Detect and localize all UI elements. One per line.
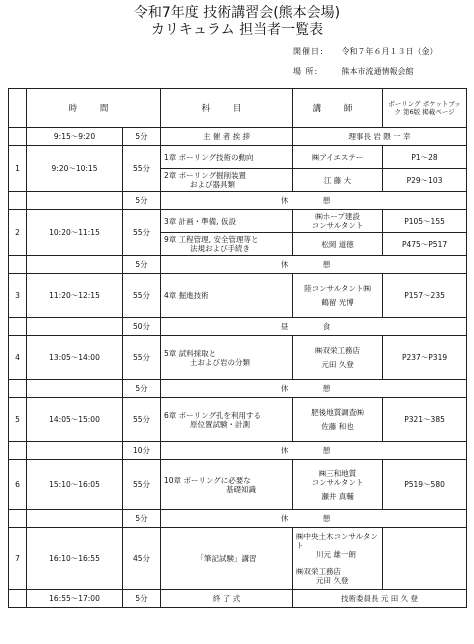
instructor-cell: 技術委員長 元 田 久 登 — [293, 590, 467, 608]
break-row — [9, 192, 467, 210]
duration-cell: 55分 — [123, 146, 161, 192]
period-cell: 6 — [9, 460, 27, 510]
period-cell — [9, 128, 27, 146]
time-cell — [27, 442, 123, 460]
instructor-line: ㈱ホープ建設 — [315, 212, 360, 221]
period-cell — [9, 590, 27, 608]
subject-cell — [161, 169, 293, 192]
date-value: 令和７年６月１３日（金） — [341, 47, 438, 56]
period-cell: 5 — [9, 398, 27, 442]
table-row — [9, 128, 467, 146]
instructor-cell: 松岡 道徳 — [293, 233, 383, 256]
subject-line: 2章 ボーリング掘削装置 — [164, 171, 247, 180]
instructor-line: 陸コンサルタント㈱ — [304, 284, 371, 293]
subject-line: 原位置試験・計測 — [190, 419, 251, 429]
subject-line: 5章 試料採取と — [164, 348, 217, 358]
duration-cell: 5分 — [123, 192, 161, 210]
book-page-cell: P1～28 — [383, 146, 467, 169]
book-page-cell: P105～155 — [383, 210, 467, 233]
instructor-cell: ㈱アイエステー — [293, 146, 383, 169]
table-row — [9, 274, 467, 318]
lunch-row — [9, 318, 467, 336]
period-cell — [9, 442, 27, 460]
instructor-line: 肥後地質調査㈱ — [311, 408, 364, 417]
book-page-cell — [383, 528, 467, 590]
duration-cell: 5分 — [123, 590, 161, 608]
subject-cell: 4章 掘進技術 — [161, 274, 293, 318]
book-page-cell: P475～P517 — [383, 233, 467, 256]
date-label: 開催日: — [293, 47, 324, 56]
instructor-cell — [293, 398, 383, 442]
instructor-line: ㈱双栄工務店 — [296, 567, 342, 576]
break-row — [9, 380, 467, 398]
header-time: 時 間 — [27, 89, 161, 128]
instructor-line: 元田 久登 — [316, 576, 349, 585]
header-subject: 科 目 — [161, 89, 293, 128]
venue-label: 場 所: — [293, 67, 319, 76]
page-subtitle: カリキュラム 担当者一覧表 — [150, 22, 324, 38]
subject-line: 法規および手続き — [190, 244, 251, 253]
duration-cell: 5分 — [123, 128, 161, 146]
table-row — [9, 528, 467, 590]
break-row — [9, 442, 467, 460]
break-label: 休 憩 — [161, 192, 467, 210]
period-cell: 1 — [9, 146, 27, 192]
instructor-line: コンサルタント — [311, 477, 364, 487]
time-cell — [27, 192, 123, 210]
subject-cell: 主 催 者 挨 拶 — [161, 128, 293, 146]
break-label: 休 憩 — [161, 380, 467, 398]
venue-line — [293, 66, 414, 77]
table-row — [9, 590, 467, 608]
duration-cell: 45分 — [123, 528, 161, 590]
book-page-cell: P519～580 — [383, 460, 467, 510]
subject-cell — [161, 398, 293, 442]
time-cell: 9:15～9:20 — [27, 128, 123, 146]
subject-cell — [161, 336, 293, 380]
period-cell — [9, 380, 27, 398]
time-cell: 16:55～17:00 — [27, 590, 123, 608]
subject-cell: 1章 ボーリング技術の動向 — [161, 146, 293, 169]
book-page-cell: P157～235 — [383, 274, 467, 318]
instructor-cell — [293, 336, 383, 380]
period-cell: 2 — [9, 210, 27, 256]
instructor-line: 鶴留 光博 — [321, 298, 354, 307]
duration-cell: 5分 — [123, 510, 161, 528]
subject-line: 基礎知識 — [226, 484, 257, 494]
duration-cell: 55分 — [123, 274, 161, 318]
subject-line: 6章 ボーリング孔を利用する — [164, 410, 262, 420]
header-period — [9, 89, 27, 128]
instructor-line: ㈱三和地質 — [318, 468, 357, 478]
duration-cell: 55分 — [123, 210, 161, 256]
curriculum-table — [8, 88, 467, 608]
duration-cell: 5分 — [123, 380, 161, 398]
break-row — [9, 256, 467, 274]
period-cell — [9, 318, 27, 336]
time-cell: 13:05～14:00 — [27, 336, 123, 380]
instructor-cell: 江 藤 大 — [293, 169, 383, 192]
header-instructor: 講 師 — [293, 89, 383, 128]
break-row — [9, 510, 467, 528]
break-label: 休 憩 — [161, 256, 467, 274]
subject-line: 9章 工程管理, 安全管理等と — [164, 235, 259, 244]
instructor-cell — [293, 528, 383, 590]
period-cell — [9, 510, 27, 528]
subject-cell: 終 了 式 — [161, 590, 293, 608]
time-cell — [27, 318, 123, 336]
instructor-line: ㈱中央土木コンサルタント — [296, 532, 378, 550]
instructor-line: 川元 雄一朗 — [316, 550, 356, 559]
subject-cell: 3章 計画・準備, 仮設 — [161, 210, 293, 233]
header-book-page: ボーリング ポケットブック 第6版 掲載ページ — [383, 89, 467, 128]
duration-cell: 55分 — [123, 398, 161, 442]
book-page-cell: P29～103 — [383, 169, 467, 192]
time-cell — [27, 510, 123, 528]
time-cell: 10:20～11:15 — [27, 210, 123, 256]
time-cell: 11:20～12:15 — [27, 274, 123, 318]
instructor-cell — [293, 210, 383, 233]
time-cell: 14:05～15:00 — [27, 398, 123, 442]
period-cell: 3 — [9, 274, 27, 318]
duration-cell: 55分 — [123, 460, 161, 510]
lunch-label: 昼 食 — [161, 318, 467, 336]
table-row — [9, 398, 467, 442]
period-cell — [9, 256, 27, 274]
duration-cell: 55分 — [123, 336, 161, 380]
instructor-cell: 理事長 岩 隈 一 幸 — [293, 128, 467, 146]
subject-cell — [161, 460, 293, 510]
subject-cell — [161, 233, 293, 256]
break-label: 休 憩 — [161, 442, 467, 460]
time-cell: 15:10～16:05 — [27, 460, 123, 510]
time-cell — [27, 256, 123, 274]
table-row — [9, 336, 467, 380]
page-title: 令和7年度 技術講習会(熊本会場) — [133, 5, 341, 21]
subject-line: および器具類 — [190, 180, 236, 189]
duration-cell: 10分 — [123, 442, 161, 460]
instructor-line: 佐藤 和也 — [321, 422, 354, 431]
time-cell: 16:10～16:55 — [27, 528, 123, 590]
table-row — [9, 210, 467, 233]
book-page-cell: P237～P319 — [383, 336, 467, 380]
table-row — [9, 146, 467, 169]
instructor-line: 元田 久登 — [321, 360, 354, 369]
period-cell — [9, 192, 27, 210]
instructor-line: ㈱双栄工務店 — [315, 346, 361, 355]
break-label: 休 憩 — [161, 510, 467, 528]
date-line — [293, 46, 438, 57]
table-row — [9, 460, 467, 510]
instructor-line: コンサルタント — [311, 221, 364, 230]
subject-line: 10章 ボーリングに必要な — [164, 475, 251, 485]
duration-cell: 50分 — [123, 318, 161, 336]
instructor-line: 瀬井 真輔 — [321, 491, 354, 501]
table-header-row — [9, 89, 467, 128]
subject-cell: 「筆記試験」講習 — [161, 528, 293, 590]
instructor-cell — [293, 274, 383, 318]
venue-value: 熊本市流通情報会館 — [341, 67, 414, 76]
period-cell: 7 — [9, 528, 27, 590]
book-page-cell: P321～385 — [383, 398, 467, 442]
period-cell: 4 — [9, 336, 27, 380]
subject-line: 土および岩の分類 — [190, 357, 251, 367]
time-cell — [27, 380, 123, 398]
duration-cell: 5分 — [123, 256, 161, 274]
instructor-cell — [293, 460, 383, 510]
time-cell: 9:20～10:15 — [27, 146, 123, 192]
